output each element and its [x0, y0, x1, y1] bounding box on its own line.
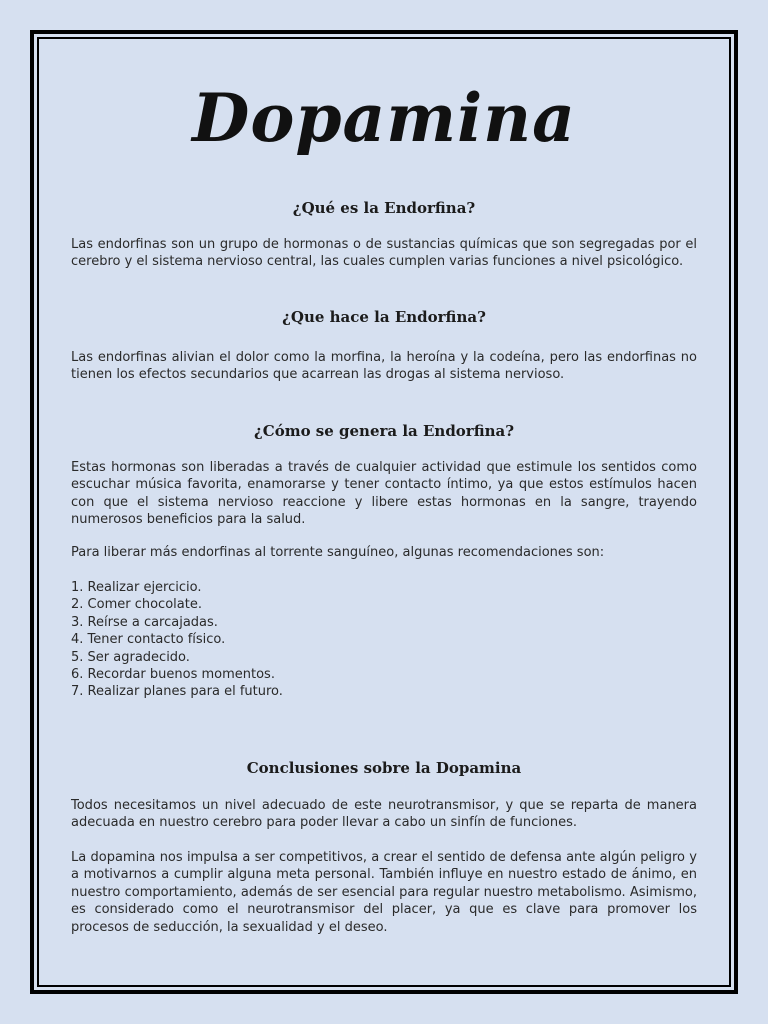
list-item: 5. Ser agradecido. [71, 649, 190, 665]
list-item: 1. Realizar ejercicio. [71, 580, 202, 595]
paragraph-what-does: Las endorfinas alivian el dolor como la morfina, la heroína y la codeína, pero las endorfinas no tienen los efectos secundarios que acarrean las drogas al sistema nervioso. [71, 350, 697, 383]
list-item: 3. Reírse a carcajadas. [71, 614, 218, 630]
section-heading-how-generated: ¿Cómo se genera la Endorfina? [253, 422, 515, 440]
list-item: 2. Comer chocolate. [71, 597, 202, 613]
recommendations-list [71, 579, 697, 701]
list-item: 7. Realizar planes para el futuro. [71, 684, 283, 700]
paragraph-conclusions-2: La dopamina nos impulsa a ser competitivos, a crear el sentido de defensa ante algún peligro y a motivarnos a cumplir alguna meta personal. También influye en nuestro estado de ánimo, en nuestro comportamiento, además de ser esencial para regular nuestro metabolismo. Asimismo, es considerado como el neurotransmisor del placer, ya que es clave para promover los procesos de seducción, la sexualidad y el deseo. [71, 850, 697, 935]
paragraph-recommendations-intro: Para liberar más endorfinas al torrente sanguíneo, algunas recomendaciones son: [71, 545, 605, 560]
list-item: 6. Recordar buenos momentos. [71, 667, 275, 683]
section-heading-what-is: ¿Qué es la Endorfina? [292, 199, 476, 217]
section-heading-what-does: ¿Que hace la Endorfina? [282, 308, 486, 326]
paragraph-what-is: Las endorfinas son un grupo de hormonas o de sustancias químicas que son segregadas por el cerebro y el sistema nervioso central, las cuales cumplen varias funciones a nivel psicológico. [71, 237, 697, 270]
list-item: 4. Tener contacto físico. [71, 632, 226, 648]
section-heading-conclusions: Conclusiones sobre la Dopamina [246, 759, 522, 777]
paragraph-conclusions-1: Todos necesitamos un nivel adecuado de este neurotransmisor, y que se reparta de manera adecuada en nuestro cerebro para poder llevar a cabo un sinfín de funciones. [71, 798, 697, 831]
paragraph-how-generated: Estas hormonas son liberadas a través de cualquier actividad que estimule los sentidos como escuchar música favorita, enamorarse y tener contacto íntimo, ya que estos estímulos hacen con que el sistema nervioso reaccione y libere estas hormonas en la sangre, trayendo numerosos beneficios para la salud. [71, 460, 697, 528]
document-title: Dopamina [192, 79, 576, 157]
